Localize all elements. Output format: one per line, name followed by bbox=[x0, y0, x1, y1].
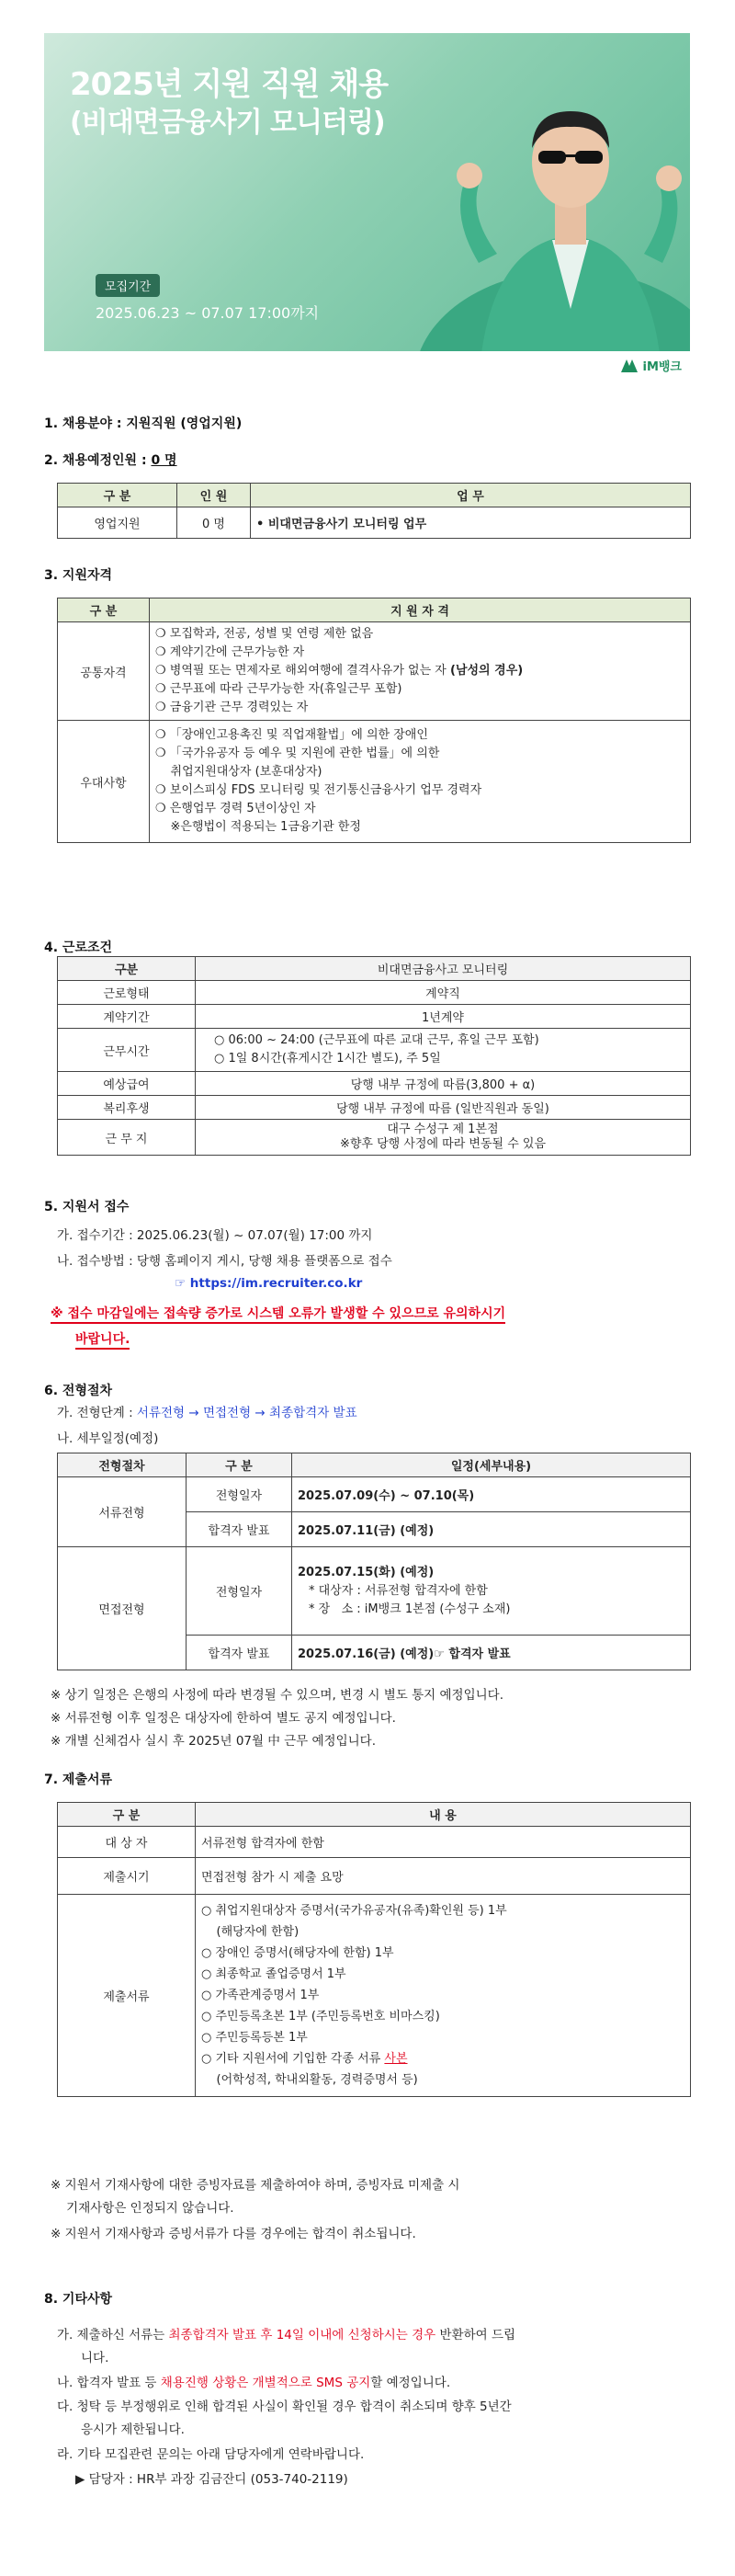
note-ga-cont: 니다. bbox=[81, 2351, 109, 2365]
recruitment-period: 2025.06.23 ~ 07.07 17:00까지 bbox=[96, 304, 320, 322]
pref-qual-item: ❍ 은행업무 경력 5년이상인 자 bbox=[155, 802, 316, 815]
doc-date-label: 전형일자 bbox=[187, 1477, 292, 1512]
th-stage: 전형절차 bbox=[58, 1453, 187, 1477]
interview-target: * 대상자 : 서류전형 합격자에 한함 bbox=[309, 1583, 488, 1598]
im-bank-logo-icon bbox=[621, 359, 638, 372]
im-bank-logo bbox=[621, 357, 682, 374]
pref-qual-item: 취업지원대상자 (보훈대상자) bbox=[155, 765, 322, 779]
required-doc: (어학성적, 학내외활동, 경력증명서 등) bbox=[201, 2073, 418, 2087]
note-na-suffix: 할 예정입니다. bbox=[370, 2376, 451, 2390]
place-line: 대구 수성구 제 1본점 bbox=[387, 1123, 499, 1136]
doc-row-label: 대 상 자 bbox=[58, 1827, 196, 1858]
required-doc: (해당자에 한함) bbox=[201, 1925, 300, 1939]
note-ga-prefix: 가. 제출하신 서류는 bbox=[57, 2328, 169, 2342]
common-qual-item: ❍ 모집학과, 전공, 성별 및 연령 제한 없음 bbox=[155, 627, 374, 641]
selection-steps bbox=[57, 1402, 357, 1420]
note-na bbox=[57, 2372, 450, 2390]
section-6-title: 6. 전형절차 bbox=[44, 1384, 113, 1398]
conditions-table bbox=[57, 956, 691, 1156]
application-method: 나. 접수방법 : 당행 홈페이지 게시, 당행 채용 플랫폼으로 접수 bbox=[57, 1254, 392, 1269]
period-label-badge: 모집기간 bbox=[96, 274, 160, 297]
interview-date: 2025.07.15(화) (예정) bbox=[298, 1565, 435, 1579]
section-5-title: 5. 지원서 접수 bbox=[44, 1200, 130, 1214]
final-result-label: 합격자 발표 bbox=[187, 1636, 292, 1670]
th-cond-content: 비대면금융사고 모니터링 bbox=[196, 957, 691, 981]
th-qual-category: 구 분 bbox=[58, 598, 150, 622]
td-field: 영업지원 bbox=[58, 507, 177, 539]
hours-shift: ○ 06:00 ~ 24:00 (근무표에 따른 교대 근무, 휴일 근무 포함) bbox=[214, 1033, 539, 1047]
th-doc-content: 내 용 bbox=[196, 1803, 691, 1827]
schedule-table bbox=[57, 1453, 691, 1670]
cond-place-value bbox=[196, 1120, 691, 1156]
section-3-title: 3. 지원자격 bbox=[44, 568, 113, 583]
selection-steps-flow: 서류전형 → 면접전형 → 최종합격자 발표 bbox=[136, 1406, 357, 1420]
interview-place: * 장 소 : iM뱅크 1본점 (수성구 소재) bbox=[309, 1601, 511, 1616]
th-category: 구 분 bbox=[58, 484, 177, 507]
hours-daily: ○ 1일 8시간(휴게시간 1시간 별도), 주 5일 bbox=[214, 1052, 441, 1066]
schedule-note: ※ 서류전형 이후 일정은 대상자에 한하여 별도 공지 예정입니다. bbox=[51, 1711, 396, 1726]
td-duty: • 비대면금융사기 모니터링 업무 bbox=[251, 507, 691, 539]
logo-text: iM뱅크 bbox=[642, 360, 682, 374]
military-note: (남성의 경우) bbox=[450, 664, 524, 678]
interview-date-cell bbox=[292, 1547, 691, 1636]
common-qual-item: ❍ 근무표에 따라 근무가능한 자(휴일근무 포함) bbox=[155, 682, 402, 696]
note-na-emphasis: 채용진행 상황은 개별적으로 SMS 공지 bbox=[160, 2376, 371, 2390]
section-2-title bbox=[44, 450, 177, 469]
required-doc-other: ○ 기타 지원서에 기입한 각종 서류 bbox=[201, 2052, 385, 2066]
pref-qual-item: ❍ 「국가유공자 등 예우 및 지원에 관한 법률」에 의한 bbox=[155, 747, 440, 760]
spokesperson-illustration bbox=[341, 33, 690, 381]
deadline-warning-cont: 바랍니다. bbox=[75, 1329, 130, 1350]
cond-value: 계약직 bbox=[196, 981, 691, 1005]
th-type: 구 분 bbox=[187, 1453, 292, 1477]
th-duty: 업 무 bbox=[251, 484, 691, 507]
place-note: ※향후 당행 사정에 따라 변동될 수 있음 bbox=[339, 1137, 547, 1151]
required-doc: ○ 장애인 증명서(해당자에 한함) 1부 bbox=[201, 1946, 394, 1960]
note-da: 다. 청탁 등 부정행위로 인해 합격된 사실이 확인될 경우 합격이 취소되며 향후 5년간 bbox=[57, 2399, 512, 2414]
section-7-title: 7. 제출서류 bbox=[44, 1772, 113, 1787]
banner-footer bbox=[44, 351, 690, 381]
recruit-site-link[interactable]: ☞ https://im.recruiter.co.kr bbox=[175, 1276, 363, 1291]
doc-row-value: 면접전형 참가 시 제출 요망 bbox=[196, 1858, 691, 1895]
detailed-schedule-label: 나. 세부일정(예정) bbox=[57, 1431, 159, 1446]
cond-label: 복리후생 bbox=[58, 1096, 196, 1120]
section-8-title: 8. 기타사항 bbox=[44, 2292, 113, 2307]
final-result-date: 2025.07.16(금) (예정)☞ 합격자 발표 bbox=[292, 1636, 691, 1670]
military-condition: ❍ 병역필 또는 면제자로 해외여행에 결격사유가 없는 자 bbox=[155, 664, 447, 678]
evidence-note: ※ 지원서 기재사항에 대한 증빙자료를 제출하여야 하며, 증빙자료 미제출 시 bbox=[51, 2178, 460, 2193]
th-qual-content: 지 원 자 격 bbox=[150, 598, 691, 622]
required-doc bbox=[201, 2048, 684, 2069]
evidence-note: 기재사항은 인정되지 않습니다. bbox=[51, 2201, 234, 2216]
note-da-cont: 응시가 제한됩니다. bbox=[81, 2422, 185, 2437]
cond-label: 계약기간 bbox=[58, 1005, 196, 1029]
required-doc: ○ 가족관계증명서 1부 bbox=[201, 1989, 320, 2002]
common-qual-label: 공통자격 bbox=[58, 622, 150, 721]
td-count: 0 명 bbox=[177, 507, 251, 539]
qualification-table bbox=[57, 598, 691, 843]
doc-result-date: 2025.07.11(금) (예정) bbox=[292, 1512, 691, 1547]
cond-value: 1년계약 bbox=[196, 1005, 691, 1029]
deadline-warning: ※ 접수 마감일에는 접속량 증가로 시스템 오류가 발생할 수 있으므로 유의하시기 bbox=[51, 1304, 505, 1324]
doc-screening-label: 서류전형 bbox=[58, 1477, 187, 1547]
cond-hours-value bbox=[196, 1029, 691, 1072]
note-na-prefix: 나. 합격자 발표 등 bbox=[57, 2376, 161, 2390]
required-doc: ○ 주민등록등본 1부 bbox=[201, 2031, 308, 2045]
note-ra: 라. 기타 모집관련 문의는 아래 담당자에게 연락바랍니다. bbox=[57, 2447, 365, 2462]
common-qual-item: ❍ 금융기관 근무 경력있는 자 bbox=[155, 701, 309, 714]
application-period: 가. 접수기간 : 2025.06.23(월) ~ 07.07(월) 17:00 까지 bbox=[57, 1228, 373, 1243]
doc-row-label: 제출시기 bbox=[58, 1858, 196, 1895]
banner-title-line2: (비대면금융사기 모니터링) bbox=[70, 107, 385, 139]
pref-qual-item: ❍ 보이스피싱 FDS 모니터링 및 전기통신금융사기 업무 경력자 bbox=[155, 783, 482, 797]
cond-value: 당행 내부 규정에 따름(3,800 + α) bbox=[196, 1072, 691, 1096]
headcount-table bbox=[57, 483, 691, 539]
banner-title-line1: 2025년 지원 직원 채용 bbox=[70, 66, 389, 103]
doc-row-value: 서류전형 합격자에 한함 bbox=[196, 1827, 691, 1858]
interview-date-label: 전형일자 bbox=[187, 1547, 292, 1636]
documents-table bbox=[57, 1802, 691, 2097]
doc-result-label: 합격자 발표 bbox=[187, 1512, 292, 1547]
required-doc: ○ 최종학교 졸업증명서 1부 bbox=[201, 1967, 346, 1981]
common-qual-item: ❍ 계약기간에 근무가능한 자 bbox=[155, 645, 305, 659]
recruitment-banner bbox=[44, 33, 690, 381]
schedule-note: ※ 상기 일정은 은행의 사정에 따라 변경될 수 있으며, 변경 시 별도 통지 예정입니다. bbox=[51, 1688, 503, 1703]
pref-qual-item: ※은행법이 적용되는 1금융기관 한정 bbox=[155, 820, 361, 834]
note-ga-emphasis: 최종합격자 발표 후 14일 이내에 신청하시는 경우 bbox=[168, 2328, 436, 2342]
section-4-title: 4. 근로조건 bbox=[44, 940, 113, 955]
selection-steps-label: 가. 전형단계 : bbox=[57, 1406, 137, 1420]
th-schedule: 일정(세부내용) bbox=[292, 1453, 691, 1477]
note-ga-suffix: 반환하여 드립 bbox=[435, 2328, 516, 2342]
required-docs-list bbox=[196, 1895, 691, 2097]
required-doc: ○ 주민등록초본 1부 (주민등록번호 비마스킹) bbox=[201, 2010, 440, 2023]
cond-label: 근로형태 bbox=[58, 981, 196, 1005]
th-doc-category: 구 분 bbox=[58, 1803, 196, 1827]
contact-person: ▶ 담당자 : HR부 과장 김금잔디 (053-740-2119) bbox=[75, 2472, 348, 2487]
section-2-headcount: 0 명 bbox=[151, 453, 177, 468]
cond-place-label: 근 무 지 bbox=[58, 1120, 196, 1156]
th-cond-category: 구분 bbox=[58, 957, 196, 981]
required-doc: ○ 취업지원대상자 증명서(국가유공자(유족)확인원 등) 1부 bbox=[201, 1904, 507, 1918]
doc-date: 2025.07.09(수) ~ 07.10(목) bbox=[292, 1477, 691, 1512]
common-qual-list bbox=[150, 622, 691, 721]
schedule-note: ※ 개별 신체검사 실시 후 2025년 07월 中 근무 예정입니다. bbox=[51, 1734, 376, 1749]
common-qual-item bbox=[155, 662, 684, 680]
cond-label: 예상급여 bbox=[58, 1072, 196, 1096]
section-1-title: 1. 채용분야 : 지원직원 (영업지원) bbox=[44, 416, 243, 431]
interview-label: 면접전형 bbox=[58, 1547, 187, 1670]
copy-emphasis: 사본 bbox=[384, 2052, 408, 2066]
pref-qual-item: ❍ 「장애인고용촉진 및 직업재활법」에 의한 장애인 bbox=[155, 728, 428, 742]
note-ga bbox=[57, 2324, 515, 2342]
pref-qual-label: 우대사항 bbox=[58, 721, 150, 843]
evidence-note: ※ 지원서 기재사항과 증빙서류가 다를 경우에는 합격이 취소됩니다. bbox=[51, 2227, 416, 2241]
th-headcount: 인 원 bbox=[177, 484, 251, 507]
pref-qual-list bbox=[150, 721, 691, 843]
cond-hours-label: 근무시간 bbox=[58, 1029, 196, 1072]
required-docs-label: 제출서류 bbox=[58, 1895, 196, 2097]
cond-value: 당행 내부 규정에 따름 (일반직원과 동일) bbox=[196, 1096, 691, 1120]
section-2-title-label: 2. 채용예정인원 : bbox=[44, 453, 152, 468]
